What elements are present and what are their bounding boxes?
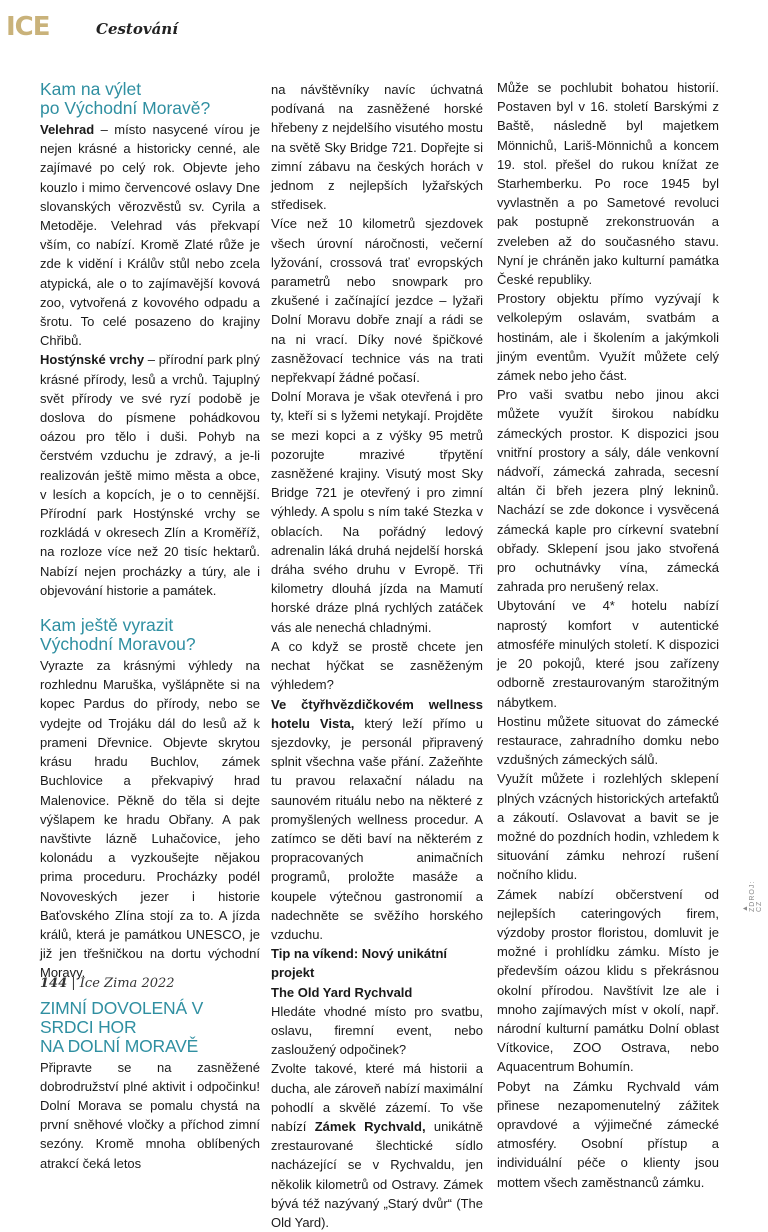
page-number: 144 xyxy=(40,976,68,991)
issue-name: Ice Zima 2022 xyxy=(79,976,175,991)
footer-separator: | xyxy=(71,976,80,991)
paragraph-hostina: Hostinu můžete situovat do zámecké restaurace, zahradního domku nebo vzdušných zámeckých sálů. xyxy=(497,713,719,768)
tip-heading xyxy=(271,944,483,1002)
paragraph-historie: Může se pochlubit bohatou historií. Postaven byl v 16. století Barskými z Baště, následně byl majetkem Mönnichů, Lariš-Mönnichů a koncem 19. stol. přešel do rukou knížat ze Starhemberku. Po roce 1945 byl vyvlastněn a po Sametové revoluci pak postupně zrekonstruován a zveleben až do současného stavu. Nyní je chráněn jako kulturní památka České republiky. xyxy=(497,80,719,288)
column-3 xyxy=(497,78,719,1192)
paragraph-hostynske-vrchy xyxy=(40,350,260,600)
heading-kam-jeste-vyrazit xyxy=(40,616,260,654)
column-2 xyxy=(271,80,483,1232)
paragraph-pobyt: Pobyt na Zámku Rychvald vám přinese nezapomenutelný zážitek opravdové a výjimečné zámecké atmosféry. Osobní přístup a individuální péče o klienty jsou mottem všech zaměstnanců zámku. xyxy=(497,1078,719,1190)
photo-credit: ▲ ZDROJ: CZ xyxy=(742,880,763,912)
paragraph-zamek-rychvald xyxy=(271,1059,483,1232)
section-title: Cestování xyxy=(96,20,178,38)
bold-term: Hostýnské vrchy xyxy=(40,352,145,368)
paragraph-dolni-morava-intro: Připravte se na zasněžené dobrodružství plné aktivit i odpočinku! Dolní Morava se pomalu chystá na první sněhové vločky a příchod zimní sezóny. Kromě mnoha oblíbených atrakcí čeká letos xyxy=(40,1059,260,1171)
paragraph-text: – místo nasycené vírou je nejen krásné a historicky cenné, ale zajímavé po celý rok. Objevte jeho kouzlo i mimo červencové oslavy Dne slovanských věrozvěstů sv. Cyrila a Metoděje. Velehrad vás překvapí vším, co nabízí. Kromě Zlaté růže je zde k vidění i Králův stůl nebo zcela atypická, ale o to zajímavější kovová zoo, vytvořená z kovového odpadu a šrotu. To celé posazeno do krajiny Chřibů. xyxy=(40,122,260,349)
paragraph-obcerstveni: Zámek nabízí občerstvení od nejlepších cateringových firem, výzdoby prostor floristou, domluvit je možné i prohlídku zámku. Místo je především oázou klidu s překrásnou okolní přírodou. Navštívit lze ale i mnoho zajímavých míst v okolí, např. národní kulturní památku Dolní oblast Vítkovice, ZOO Ostrava, nebo Aquacentrum Bohumín. xyxy=(497,886,719,1075)
paragraph-svatba: Pro vaši svatbu nebo jinou akci můžete využít širokou nabídku zámeckých prostor. K dispozici jsou vnitřní prostory a sály, dále venkovní nádvoří, zámecká zahrada, secesní altán či břeh jezera plný lekninů. Nachází se zde dokonce i vysvěcená zámecká kaple pro církevní svatební obřady. Sklepení jsou jako stvořená pro ochutnávky vína, zámecká zahrada pro nerušený relax. xyxy=(497,387,719,595)
paragraph-text: unikátně zrestaurované šlechtické sídlo nacházející se v Rychvaldu, jen několik kilometrů od Ostravy. Zámek bývá též nazývaný „Starý dvůr“ (The Old Yard). xyxy=(271,1118,484,1230)
page-footer xyxy=(40,976,175,991)
paragraph-wellness-vista xyxy=(271,695,483,945)
column-1 xyxy=(40,80,260,1173)
paragraph-text: – přírodní park plný krásné přírody, lesů a vrchů. Tajuplný svět přírody ve své ryzí podobě je doslova do písmene pohádkovou oázou pro tělo i duši. Pohyb na čerstvém vzduchu je zdravý, a je-li realizován ještě mimo města a obce, v lesích a kopcích, je o to cennější. Přírodní park Hostýnské vrchy se rozkládá v okresech Zlín a Kroměříž, na rozloze více než 20 tisíc hektarů. Nabízí nejen procházky a túry, ale i objevování historie a památek. xyxy=(40,352,260,598)
paragraph-vyhledy: Vyrazte za krásnými výhledy na rozhlednu Maruška, vyšlápněte si na kopec Pardus do přírody, nebo se vydejte od Trojáku dál do lesů až k prameni Dřevnice. Objevte skrytou krásu hradu Buchlov, zámek Buchlovice a překvapivý hrad Malenovice. Pěkně do těla si dejte výšlapem ke hradu Obřany. A pak navštivte lázně Luhačovice, jeho kolonádu a vyzkoušejte nějakou prima proceduru. Procházky podél Novoveských jezer i historie Baťovského Zlína stojí za to. A jízda králů, která je památkou UNESCO, je již jen třešničkou na dortu východní Moravy. xyxy=(40,658,260,981)
paragraph-hledate: Hledáte vhodné místo pro svatbu, oslavu, firemní event, nebo zasloužený odpočinek? xyxy=(271,1003,483,1058)
heading-line: Východní Moravou? xyxy=(40,634,196,655)
paragraph-text: Zvolte takové, které má historii a ducha, ale zároveň nabízí maximální pohodlí a skvělé zázemí. To vše nabízí xyxy=(271,1061,483,1134)
heading-line: ZIMNÍ DOVOLENÁ V SRDCI HOR xyxy=(40,997,204,1037)
magazine-logo: ICE xyxy=(6,12,50,42)
heading-zimni-dovolena xyxy=(40,999,260,1056)
paragraph-velehrad xyxy=(40,120,260,350)
heading-kam-na-vylet xyxy=(40,80,260,118)
bold-term: Velehrad xyxy=(40,122,95,137)
paragraph-hyckat: A co když se prostě chcete jen nechat hýčkat se zasněženým výhledem? xyxy=(271,638,483,693)
tip-line: Tip na víkend: Nový unikátní projekt xyxy=(271,946,448,981)
paragraph-text: který leží přímo u sjezdovky, je personál připravený splnit všechna vaše přání. Zažeňhte tu pravou relaxační náladu na saunovém rituálu nebo na některé z promyšlených wellness procedur. A zatímco se děti baví na některém z propracovaných animačních programů, proložte masáže a koupele výtečnou gastronomií a nadechněte se svěžího horského vzduchu. xyxy=(271,715,483,942)
bold-term: Ve čtyřhvězdičkovém wellness hotelu Vista, xyxy=(271,696,483,731)
paragraph-otevrena: Dolní Morava je však otevřená i pro ty, kteří si s lyžemi netykají. Projděte se mezi kopci a z výšky 95 metrů pozorujte mrazivé třpytění zasněžené krajiny. Visutý most Sky Bridge 721 je otevřený i pro zimní výhledy. A spolu s ním také Stezka v oblacích. Na pořádný ledový adrenalin láká druhá nejdelší horská dráha svého druhu v Evropě. Tři kilometry dlouhá jízda na Mamutí horské dráze plná rychlých zatáček vás ale nenechá chladnými. xyxy=(271,389,483,635)
heading-line: Kam ještě vyrazit xyxy=(40,615,174,636)
paragraph-ubytovani: Ubytování ve 4* hotelu nabízí naprostý komfort v autentické atmosféře minulých století. K dispozici je 20 pokojů, které jsou zařízeny odborně zrestaurovaným starožitným nábytkem. xyxy=(497,598,719,710)
heading-line: po Východní Moravě? xyxy=(40,98,211,118)
paragraph-sky-bridge: na návštěvníky navíc úchvatná podívaná na zasněžené horské hřebeny z nejdelšího visutého mostu na světě Sky Bridge 721. Dopřejte si zimní zábavu na českých horách v jednom z nejlepších lyžařských středisek. xyxy=(271,82,483,213)
heading-line: NA DOLNÍ MORAVĚ xyxy=(40,1035,199,1056)
paragraph-prostory: Prostory objektu přímo vyzývají k velkolepým oslavám, svatbám a hostinám, ale i školením a jakýmkoli jiným eventům. Využít můžete celý zámek nebo jeho část. xyxy=(497,291,719,384)
paragraph-sklepeni: Využít můžete i rozlehlých sklepení plných vzácných historických artefaktů a zákoutí. Oslavovat a bavit se je možné do pozdních hodin, vzhledem k situování zámku nehrozí rušení nočního klidu. xyxy=(497,771,719,883)
paragraph-sjezdovky: Více než 10 kilometrů sjezdovek všech úrovní náročnosti, večerní lyžování, crossová trať evropských parametrů nebo snowpark pro zkušené i začínající jezdce – lyžaři Dolní Moravu dobře znají a rádi se na ni vrací. Díky nové špičkové zasněžovací technice vás na trati nepřekvapí žádné počasí. xyxy=(271,216,483,386)
tip-line: The Old Yard Rychvald xyxy=(271,984,413,1000)
heading-line: Kam na výlet xyxy=(40,79,142,99)
bold-term: Zámek Rychvald, xyxy=(314,1118,426,1134)
